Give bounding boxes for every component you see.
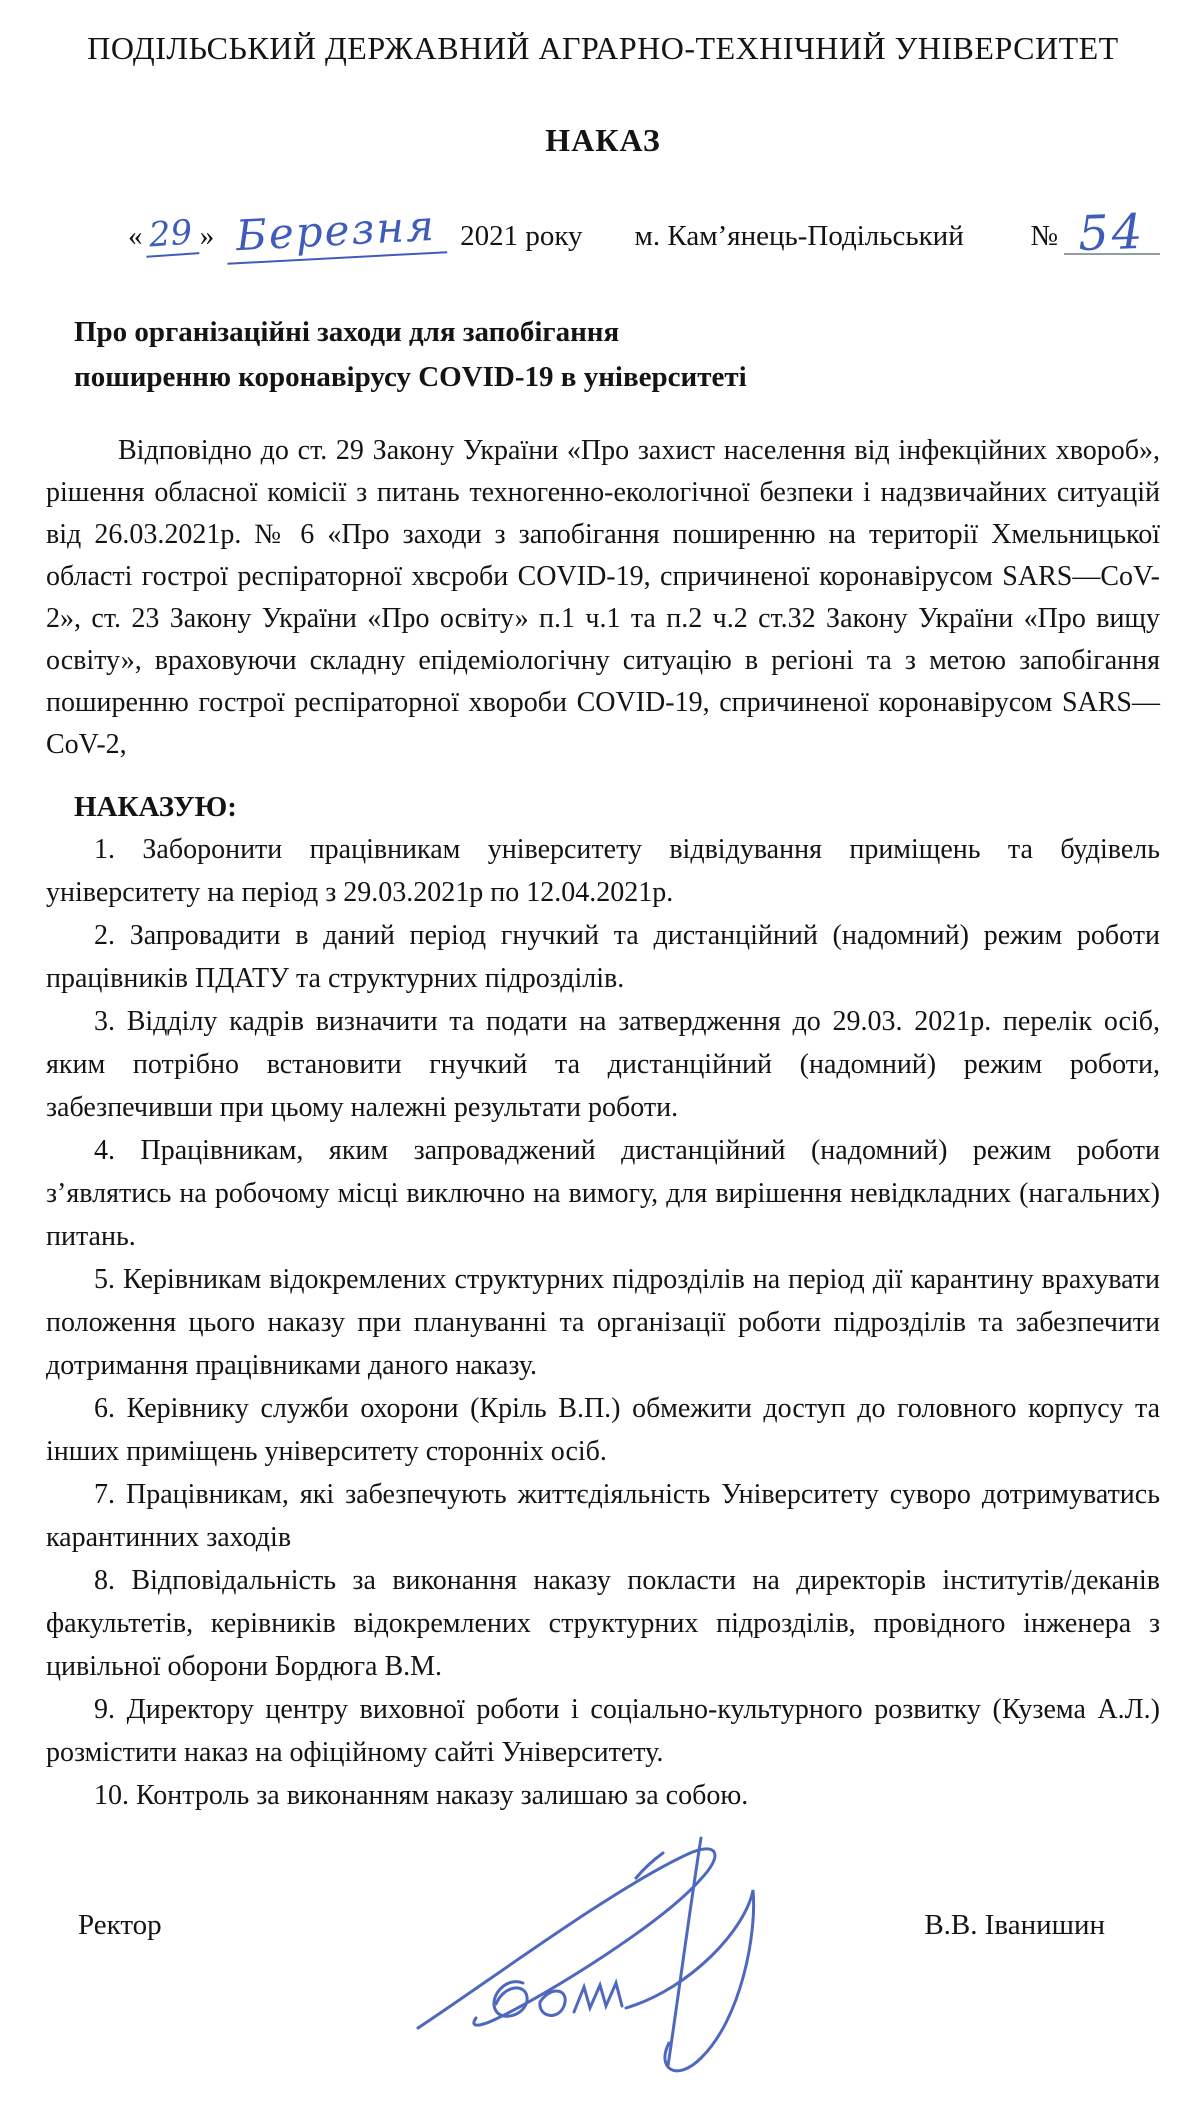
- order-item-8: 8. Відповідальність за виконання наказу покласти на директорів інститутів/деканів факультетів, керівників відокремлених структурних підрозділів, провідного інженера з цивільної оборони Бордюга В.М.: [46, 1565, 1160, 1682]
- order-item-3: 3. Відділу кадрів визначити та подати на затвердження до 29.03. 2021р. перелік осіб, яким потрібно встановити гнучкий та дистанційний (надомний) режим роботи, забезпечивши при цьому належні результати роботи.: [46, 1006, 1160, 1123]
- order-subject: [74, 310, 1160, 400]
- day-quote-close: »: [199, 220, 215, 252]
- order-subject-line-2: поширенню коронавірусу COVID-19 в університеті: [74, 361, 747, 393]
- signer-name: В.В. Іванишин: [924, 1909, 1105, 1941]
- year-text: 2021 року: [460, 220, 583, 252]
- order-item-5: 5. Керівникам відокремлених структурних підрозділів на період дії карантину врахувати положення цього наказу при плануванні та організації роботи підрозділів та забезпечити дотримання працівниками даного наказу.: [46, 1264, 1160, 1381]
- order-number-group: [1030, 203, 1160, 263]
- order-item-1: 1. Заборонити працівникам університету відвідування приміщень та будівель університету на період з 29.03.2021р по 12.04.2021р.: [46, 834, 1160, 908]
- order-item-9: 9. Директору центру виховної роботи і соціально-культурного розвитку (Кузема А.Л.) розмістити наказ на офіційному сайті Університету.: [46, 1694, 1160, 1768]
- signer-title: Ректор: [78, 1909, 162, 1941]
- handwritten-order-number: 54: [1077, 203, 1147, 263]
- order-item-6: 6. Керівнику служби охорони (Кріль В.П.) обмежити доступ до головного корпусу та інших приміщень університету сторонніх осіб.: [46, 1393, 1160, 1467]
- order-items-list: [46, 828, 1160, 1817]
- signature-block: [46, 1909, 1160, 1942]
- day-quote-open: «: [128, 220, 143, 252]
- document-type-heading: НАКАЗ: [545, 122, 661, 158]
- preamble-paragraph: Відповідно до ст. 29 Закону України «Про захист населення від інфекційних хвороб», рішення обласної комісії з питань техногенно-екологічної безпеки і надзвичайних ситуацій від 26.03.2021р. № 6 «Про заходи з запобігання поширенню на території Хмельницької області гострої респіраторної хвсроби COVID-19, спричиненої коронавірусом SARS—CoV-2», ст. 23 Закону України «Про освіту» п.1 ч.1 та п.2 ч.2 ст.32 Закону України «Про вищу освіту», враховуючи складну епідеміологічну ситуацію в регіоні та з метою запобігання поширенню гострої респіраторної хвороби COVID-19, спричиненої коронавірусом SARS—CoV-2,: [46, 435, 1160, 760]
- order-item-7: 7. Працівникам, які забезпечують життєдіяльність Університету суворо дотримуватись карантинних заходів: [46, 1479, 1160, 1553]
- order-item-10: 10. Контроль за виконанням наказу залишаю за собою.: [94, 1780, 749, 1811]
- city-text: м. Кам’янець-Подільський: [634, 220, 964, 252]
- date-number-line: [128, 200, 1160, 264]
- handwritten-day: 29: [143, 212, 199, 258]
- number-blank-line: [1064, 203, 1160, 263]
- university-name: ПОДІЛЬСЬКИЙ ДЕРЖАВНИЙ АГРАРНО-ТЕХНІЧНИЙ УНІВЕРСИТЕТ: [87, 30, 1119, 66]
- order-item-2: 2. Запровадити в даний період гнучкий та дистанційний (надомний) режим роботи працівників ПДАТУ та структурних підрозділів.: [46, 920, 1160, 994]
- handwritten-signature-icon: [400, 1832, 800, 2082]
- order-item-4: 4. Працівникам, яким запроваджений дистанційний (надомний) режим роботи з’являтись на робочому місці виключно на вимогу, для вирішення невідкладних (нагальних) питань.: [46, 1135, 1160, 1252]
- handwritten-month: Березня: [225, 200, 447, 264]
- number-sign: №: [1030, 220, 1058, 252]
- order-subject-line-1: Про організаційні заходи для запобігання: [74, 316, 620, 348]
- order-verb-heading: НАКАЗУЮ:: [74, 791, 237, 823]
